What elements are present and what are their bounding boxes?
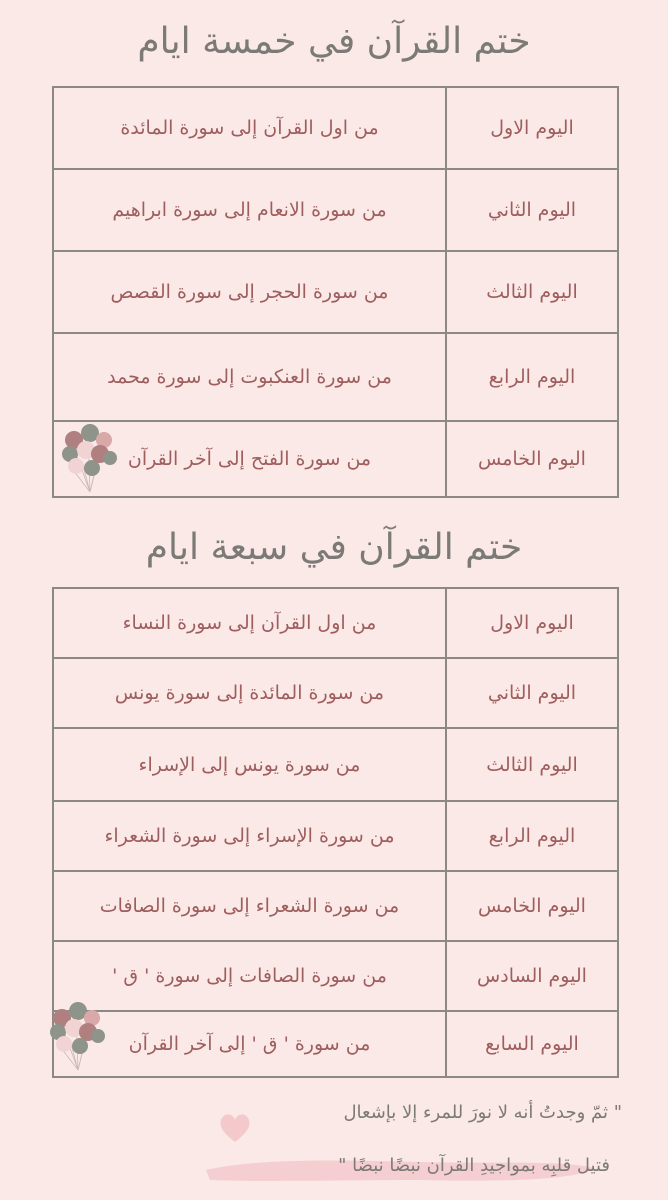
- day-cell: اليوم الرابع: [446, 801, 618, 871]
- table-row: [53, 169, 618, 251]
- range-cell: من سورة الشعراء إلى سورة الصافات: [53, 871, 446, 941]
- heart-icon: [218, 1112, 252, 1144]
- table-row: [53, 251, 618, 333]
- day-cell: اليوم الثالث: [446, 728, 618, 801]
- table-row: [53, 87, 618, 169]
- range-cell: من اول القرآن إلى سورة النساء: [53, 588, 446, 658]
- table-row: [53, 588, 618, 658]
- table-row: [53, 1011, 618, 1077]
- table-row: [53, 728, 618, 801]
- table-row: [53, 333, 618, 421]
- range-cell: من سورة المائدة إلى سورة يونس: [53, 658, 446, 728]
- range-cell: من سورة ' ق ' إلى آخر القرآن: [53, 1011, 446, 1077]
- day-cell: اليوم السادس: [446, 941, 618, 1011]
- table-row: [53, 658, 618, 728]
- table-row: [53, 421, 618, 497]
- balloons-icon: [48, 1000, 106, 1074]
- table-row: [53, 871, 618, 941]
- range-cell: من سورة العنكبوت إلى سورة محمد: [53, 333, 446, 421]
- five-day-table: [52, 86, 619, 498]
- seven-day-title: ختم القرآن في سبعة ايام: [145, 527, 523, 568]
- five-day-title: ختم القرآن في خمسة ايام: [137, 21, 531, 62]
- table-row: [53, 801, 618, 871]
- day-cell: اليوم الخامس: [446, 871, 618, 941]
- day-cell: اليوم الثاني: [446, 169, 618, 251]
- range-cell: من اول القرآن إلى سورة المائدة: [53, 87, 446, 169]
- quote-line-1: " ثمّ وجدتُ أنه لا نورَ للمرء إلا بإشعال: [343, 1102, 622, 1123]
- day-cell: اليوم الاول: [446, 588, 618, 658]
- day-cell: اليوم الخامس: [446, 421, 618, 497]
- table-row: [53, 941, 618, 1011]
- range-cell: من سورة الفتح إلى آخر القرآن: [53, 421, 446, 497]
- quote-line-2: فتيل قلبِه بمواجيدِ القرآن نبضًا نبضًا ": [338, 1155, 610, 1176]
- range-cell: من سورة الانعام إلى سورة ابراهيم: [53, 169, 446, 251]
- seven-day-table: [52, 587, 619, 1078]
- day-cell: اليوم الثالث: [446, 251, 618, 333]
- day-cell: اليوم الرابع: [446, 333, 618, 421]
- day-cell: اليوم السابع: [446, 1011, 618, 1077]
- range-cell: من سورة الحجر إلى سورة القصص: [53, 251, 446, 333]
- range-cell: من سورة الصافات إلى سورة ' ق ': [53, 941, 446, 1011]
- balloons-icon: [60, 422, 118, 496]
- day-cell: اليوم الاول: [446, 87, 618, 169]
- range-cell: من سورة يونس إلى الإسراء: [53, 728, 446, 801]
- day-cell: اليوم الثاني: [446, 658, 618, 728]
- range-cell: من سورة الإسراء إلى سورة الشعراء: [53, 801, 446, 871]
